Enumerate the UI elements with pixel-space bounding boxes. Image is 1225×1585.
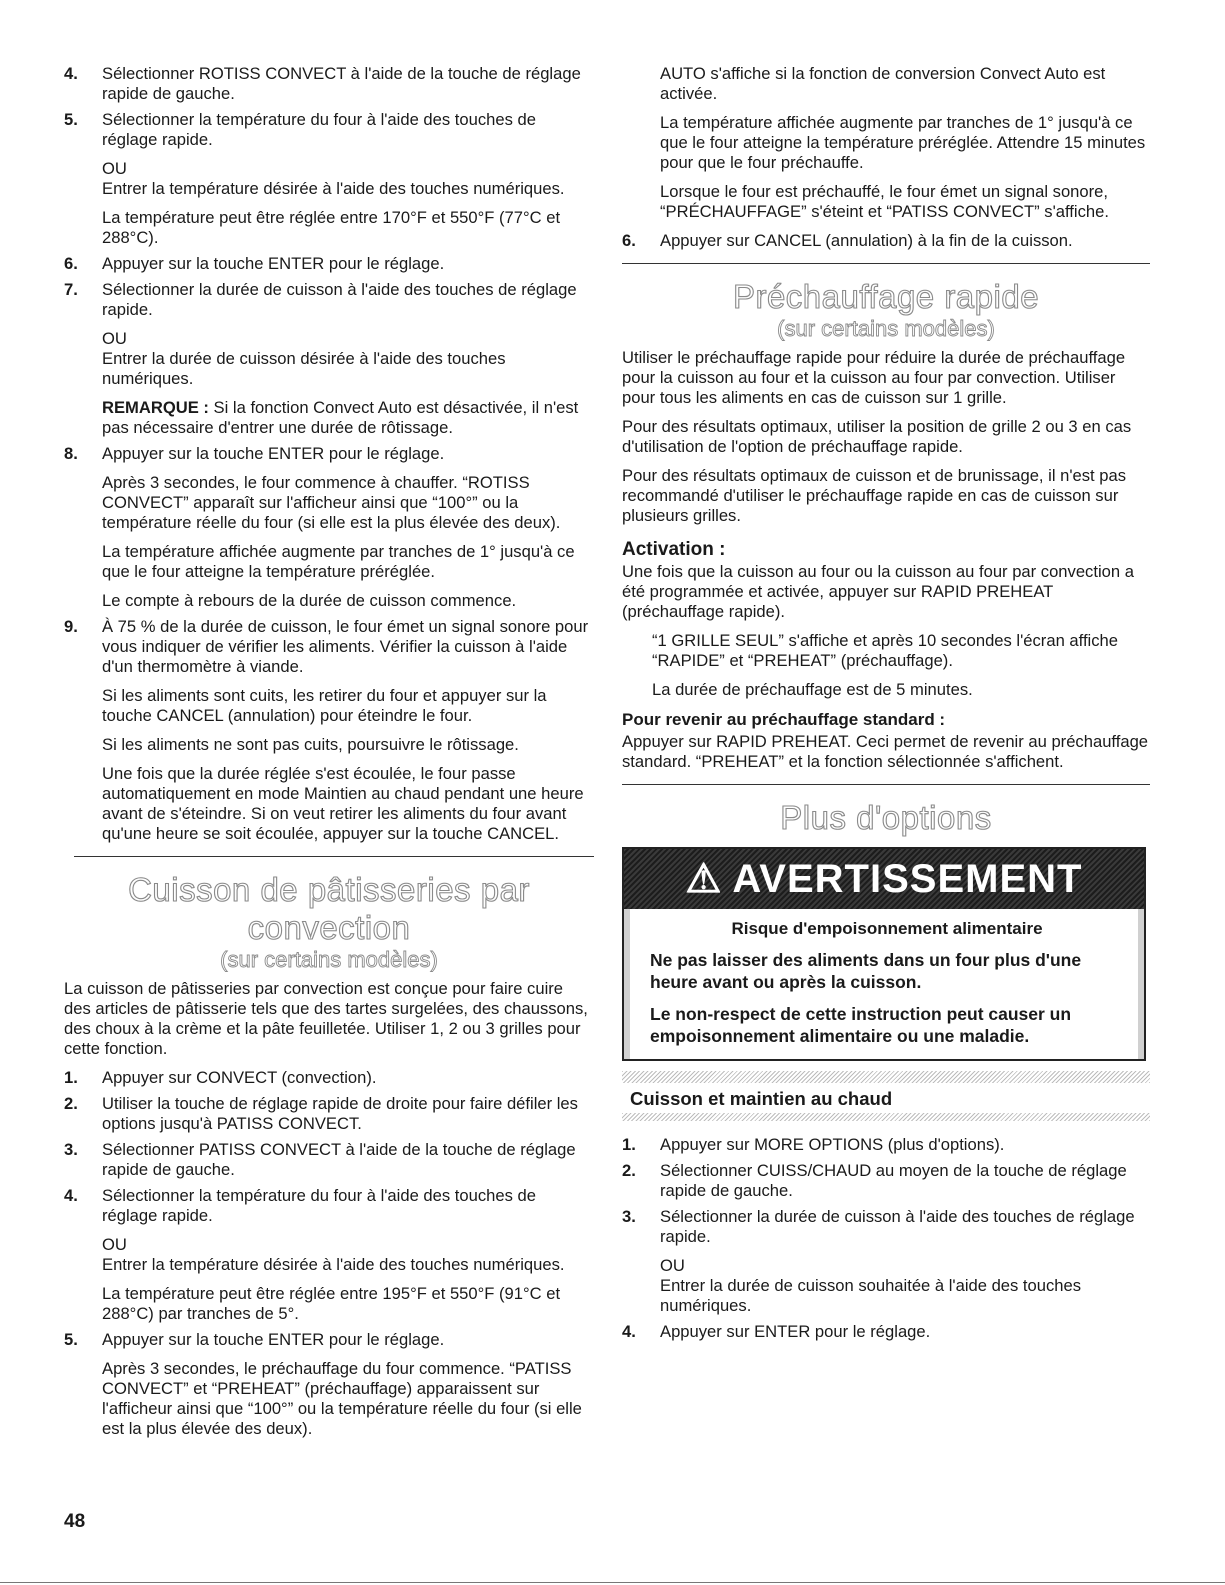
activation-heading: Activation :	[622, 539, 726, 560]
list-item	[64, 1094, 594, 1134]
step-text: Sélectionner la durée de cuisson à l'aide des touches de réglage rapide.	[102, 280, 577, 319]
step-number: 2.	[622, 1161, 636, 1180]
step-text: Appuyer sur la touche ENTER pour le réglage.	[102, 1330, 445, 1349]
list-item	[64, 254, 594, 274]
step-alternative: Entrer la température désirée à l'aide des touches numériques.	[102, 1255, 565, 1274]
step-text: Sélectionner la température du four à l'aide des touches de réglage rapide.	[102, 1186, 536, 1225]
list-item	[64, 444, 594, 611]
step-text: Appuyer sur la touche ENTER pour le réglage.	[102, 444, 445, 463]
step-number: 4.	[64, 1186, 78, 1205]
step-text: Appuyer sur CANCEL (annulation) à la fin de la cuisson.	[660, 231, 1073, 250]
page-number: 48	[64, 1511, 86, 1532]
list-item	[64, 617, 594, 844]
step-number: 2.	[64, 1094, 78, 1113]
step-note: La température peut être réglée entre 195°F et 550°F (91°C et 288°C) par tranches de 5°.	[102, 1284, 561, 1323]
step-text: Utiliser la touche de réglage rapide de droite pour faire défiler les options jusqu'à PATISS CONVECT.	[102, 1094, 578, 1133]
warning-label: AVERTISSEMENT	[732, 857, 1083, 901]
step-detail: Le compte à rebours de la durée de cuisson commence.	[102, 591, 517, 610]
step-detail: Une fois que la durée réglée s'est écoulée, le four passe automatiquement en mode Maintien au chaud pendant une heure avant de s'éteindre. Si on veut retirer les aliments du four avant qu'une heure se soit écoulée, appuyer sur la touche CANCEL.	[102, 764, 584, 843]
step-text: Sélectionner CUISS/CHAUD au moyen de la touche de réglage rapide de gauche.	[660, 1161, 1127, 1200]
or-label: OU	[102, 329, 127, 348]
hatched-divider	[622, 1071, 1150, 1083]
activation-detail: La durée de préchauffage est de 5 minutes.	[652, 680, 973, 699]
right-column	[622, 64, 1150, 1348]
step-alternative: Entrer la durée de cuisson souhaitée à l'aide des touches numériques.	[660, 1276, 1082, 1315]
step-number: 6.	[622, 231, 636, 250]
or-label: OU	[102, 159, 127, 178]
step-detail: Après 3 secondes, le préchauffage du four commence. “PATISS CONVECT” et “PREHEAT” (préchauffage) apparaissent sur l'afficheur ainsi que “100°” ou la température réelle du four (si elle est la plus élevée des deux).	[102, 1359, 582, 1438]
step-alternative: Entrer la température désirée à l'aide des touches numériques.	[102, 179, 565, 198]
step-detail: Si les aliments sont cuits, les retirer du four et appuyer sur la touche CANCEL (annulation) pour éteindre le four.	[102, 686, 547, 725]
step-text: Appuyer sur la touche ENTER pour le réglage.	[102, 254, 445, 273]
or-label: OU	[102, 1235, 127, 1254]
step-number: 5.	[64, 110, 78, 129]
list-item	[64, 110, 594, 248]
section-subtitle-rapid-preheat: (sur certains modèles)	[777, 316, 995, 341]
section-title-pastry: Cuisson de pâtisseries par convection	[128, 871, 530, 946]
continued-paragraph: AUTO s'affiche si la fonction de conversion Convect Auto est activée.	[660, 64, 1106, 103]
step-number: 8.	[64, 444, 78, 463]
warning-triangle-icon: ⚠	[685, 857, 723, 901]
continued-paragraph: Lorsque le four est préchauffé, le four émet un signal sonore, “PRÉCHAUFFAGE” s'éteint et “PATISS CONVECT” s'affiche.	[660, 182, 1109, 221]
step-number: 1.	[622, 1135, 636, 1154]
section-title-rapid-preheat: Préchauffage rapide	[732, 278, 1040, 315]
step-detail: La température affichée augmente par tranches de 1° jusqu'à ce que le four atteigne la température préréglée.	[102, 542, 575, 581]
left-column	[64, 64, 594, 1445]
remark-text: Si la fonction Convect Auto est désactivée, il n'est pas nécessaire d'entrer une durée de rôtissage.	[102, 398, 579, 437]
step-number: 6.	[64, 254, 78, 273]
list-item	[622, 231, 1150, 251]
list-item	[64, 280, 594, 438]
or-label: OU	[660, 1256, 685, 1275]
rapid-paragraph: Utiliser le préchauffage rapide pour réduire la durée de préchauffage pour la cuisson au four et la cuisson au four par convection. Utiliser pour tous les aliments en cas de cuisson sur 1 grille.	[622, 348, 1126, 407]
warning-box	[622, 847, 1146, 1061]
rapid-paragraph: Pour des résultats optimaux de cuisson et de brunissage, il n'est pas recommandé d'utiliser le préchauffage rapide en cas de cuisson sur plusieurs grilles.	[622, 466, 1127, 525]
section-divider	[74, 856, 594, 857]
step-text: À 75 % de la durée de cuisson, le four émet un signal sonore pour vous indiquer de vérifier les aliments. Vérifier la cuisson à l'aide d'un thermomètre à viande.	[102, 617, 589, 676]
step-number: 7.	[64, 280, 78, 299]
step-number: 1.	[64, 1068, 78, 1087]
section-divider	[622, 263, 1150, 264]
list-item	[622, 1161, 1150, 1201]
step-text: Appuyer sur CONVECT (convection).	[102, 1068, 377, 1087]
warning-title: Risque d'empoisonnement alimentaire	[731, 919, 1043, 938]
activation-text: Une fois que la cuisson au four ou la cuisson au four par convection a été programmée et activée, appuyer sur RAPID PREHEAT (préchauffage rapide).	[622, 562, 1134, 621]
list-item	[64, 1186, 594, 1324]
step-detail: Si les aliments ne sont pas cuits, poursuivre le rôtissage.	[102, 735, 519, 754]
activation-detail: “1 GRILLE SEUL” s'affiche et après 10 secondes l'écran affiche “RAPIDE” et “PREHEAT” (préchauffage).	[652, 631, 1118, 670]
step-number: 9.	[64, 617, 78, 636]
remark-label: REMARQUE :	[102, 398, 209, 417]
section-subtitle-pastry: (sur certains modèles)	[220, 947, 438, 972]
step-detail: Après 3 secondes, le four commence à chauffer. “ROTISS CONVECT” apparaît sur l'afficheur ainsi que “100°” ou la température réelle du four (si elle est la plus élevée des deux).	[102, 473, 561, 532]
step-number: 3.	[64, 1140, 78, 1159]
list-item	[622, 1322, 1150, 1342]
step-number: 3.	[622, 1207, 636, 1226]
step-number: 4.	[622, 1322, 636, 1341]
rapid-paragraph: Pour des résultats optimaux, utiliser la position de grille 2 ou 3 en cas d'utilisation de l'option de préchauffage rapide.	[622, 417, 1132, 456]
keep-warm-heading: Cuisson et maintien au chaud	[630, 1088, 893, 1109]
step-text: Sélectionner la durée de cuisson à l'aide des touches de réglage rapide.	[660, 1207, 1135, 1246]
continued-paragraph: La température affichée augmente par tranches de 1° jusqu'à ce que le four atteigne la température préréglée. Attendre 15 minutes pour que le four préchauffe.	[660, 113, 1146, 172]
return-heading: Pour revenir au préchauffage standard :	[622, 710, 946, 729]
remark	[102, 398, 594, 438]
warning-body	[624, 909, 1144, 1059]
list-item	[622, 1207, 1150, 1316]
step-note: La température peut être réglée entre 170°F et 550°F (77°C et 288°C).	[102, 208, 561, 247]
hatched-divider	[622, 1113, 1150, 1121]
warning-banner	[624, 849, 1144, 909]
step-text: Sélectionner ROTISS CONVECT à l'aide de la touche de réglage rapide de gauche.	[102, 64, 581, 103]
page-bottom-rule	[0, 1582, 1225, 1583]
step-alternative: Entrer la durée de cuisson désirée à l'aide des touches numériques.	[102, 349, 506, 388]
warning-text: Le non-respect de cette instruction peut causer un empoisonnement alimentaire ou une maladie.	[650, 1004, 1072, 1046]
section-title-more-options: Plus d'options	[780, 799, 992, 836]
step-text: Appuyer sur ENTER pour le réglage.	[660, 1322, 931, 1341]
step-text: Sélectionner PATISS CONVECT à l'aide de la touche de réglage rapide de gauche.	[102, 1140, 576, 1179]
pastry-intro: La cuisson de pâtisseries par convection est conçue pour faire cuire des articles de pâtisserie tels que des tartes surgelées, des chaussons, des choux à la crème et la pâte feuilletée. Utiliser 1, 2 ou 3 grilles pour cette fonction.	[64, 979, 588, 1058]
list-item	[64, 1330, 594, 1439]
warning-text: Ne pas laisser des aliments dans un four plus d'une heure avant ou après la cuisson.	[650, 950, 1082, 992]
step-number: 5.	[64, 1330, 78, 1349]
step-text: Appuyer sur MORE OPTIONS (plus d'options).	[660, 1135, 1005, 1154]
list-item	[622, 1135, 1150, 1155]
section-divider	[622, 784, 1150, 785]
list-item	[64, 1140, 594, 1180]
return-text: Appuyer sur RAPID PREHEAT. Ceci permet de revenir au préchauffage standard. “PREHEAT” et la fonction sélectionnée s'affichent.	[622, 732, 1149, 771]
list-item	[64, 1068, 594, 1088]
step-text: Sélectionner la température du four à l'aide des touches de réglage rapide.	[102, 110, 536, 149]
step-number: 4.	[64, 64, 78, 83]
list-item	[64, 64, 594, 104]
